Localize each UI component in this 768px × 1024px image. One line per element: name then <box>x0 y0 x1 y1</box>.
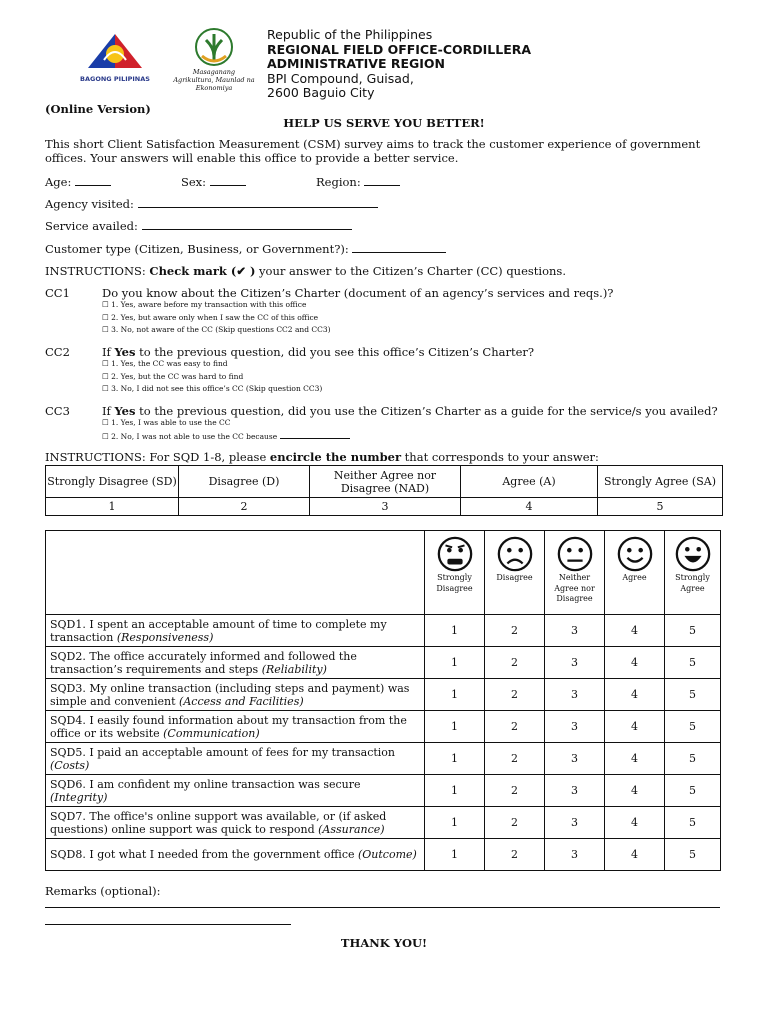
sqd-rating-5[interactable]: 5 <box>665 615 721 647</box>
sqd-rating-5[interactable]: 5 <box>665 839 721 871</box>
sqd-rating-4[interactable]: 4 <box>605 679 665 711</box>
sqd-rating-5[interactable]: 5 <box>665 647 721 679</box>
header-line4: BPI Compound, Guisad, <box>267 70 414 86</box>
face-cell-nad <box>545 531 605 615</box>
form-title: HELP US SERVE YOU BETTER! <box>283 116 485 130</box>
logo1-caption: BAGONG PILIPINAS <box>80 75 150 83</box>
sqd-rating-4[interactable]: 4 <box>605 647 665 679</box>
sqd-rating-2[interactable]: 2 <box>485 807 545 839</box>
sqd-rating-3[interactable]: 3 <box>545 839 605 871</box>
scale-value-2: 2 <box>179 498 310 516</box>
grin-face-icon <box>674 535 712 573</box>
sqd-dimension-tag: (Communication) <box>163 726 260 740</box>
sqd-dimension-tag: (Outcome) <box>357 848 417 861</box>
sqd-rating-2[interactable]: 2 <box>485 711 545 743</box>
header-line3: ADMINISTRATIVE REGION <box>267 56 446 71</box>
sqd-rating-3[interactable]: 3 <box>545 615 605 647</box>
sqd-rating-1[interactable]: 1 <box>425 647 485 679</box>
face-cell-a <box>605 531 665 615</box>
cc3-option-2-label: ☐ 2. No, I was not able to use the CC because <box>102 431 278 441</box>
cc1-options <box>102 299 331 337</box>
sqd-rating-4[interactable]: 4 <box>605 839 665 871</box>
smile-face-icon <box>616 535 654 573</box>
age-label: Age: <box>45 175 72 189</box>
department-of-agriculture-logo <box>182 26 246 68</box>
customer-type-label: Customer type (Citizen, Business, or Government?): <box>45 242 349 256</box>
sqd-question <box>46 679 425 711</box>
sqd-question <box>46 743 425 775</box>
cc2-question <box>102 345 534 359</box>
sqd-instructions <box>45 450 599 464</box>
sqd-rating-2[interactable]: 2 <box>485 679 545 711</box>
header-line2: REGIONAL FIELD OFFICE-CORDILLERA <box>267 41 532 57</box>
scale-label-d: Disagree (D) <box>179 466 310 498</box>
scale-value-5: 5 <box>598 498 723 516</box>
sqd-row-3 <box>46 679 721 711</box>
sqd-rating-4[interactable]: 4 <box>605 743 665 775</box>
angry-face-icon <box>436 535 474 573</box>
neutral-face-icon <box>556 535 594 573</box>
cc3-options <box>102 417 350 443</box>
customer-type-field[interactable] <box>45 242 446 256</box>
sqd-rating-3[interactable]: 3 <box>545 807 605 839</box>
sqd-header-blank <box>46 531 425 615</box>
cc2-option-1[interactable]: ☐ 1. Yes, the CC was easy to find <box>102 359 228 368</box>
remarks-line-2[interactable] <box>45 924 291 925</box>
sqd-question <box>46 807 425 839</box>
sqd-dimension-tag: (Responsiveness) <box>116 630 214 644</box>
sqd-rating-5[interactable]: 5 <box>665 743 721 775</box>
face-label-sa: Strongly Agree <box>675 573 710 593</box>
sqd-rating-5[interactable]: 5 <box>665 711 721 743</box>
agency-header <box>267 28 531 101</box>
sqd-row-1 <box>46 615 721 647</box>
sqd-rating-4[interactable]: 4 <box>605 807 665 839</box>
cc1-code: CC1 <box>45 286 70 300</box>
sqd-row-5 <box>46 743 721 775</box>
scale-label-sa: Strongly Agree (SA) <box>598 466 723 498</box>
sqd-row-2 <box>46 647 721 679</box>
remarks-line-1[interactable] <box>45 907 720 908</box>
sqd-rating-3[interactable]: 3 <box>545 647 605 679</box>
sqd-rating-1[interactable]: 1 <box>425 807 485 839</box>
scale-label-a: Agree (A) <box>461 466 598 498</box>
version-label: (Online Version) <box>45 102 151 116</box>
sqd-question-text: SQD4. I easily found information about my transaction from the office or its website <box>50 713 407 740</box>
rating-scale-table <box>45 465 723 516</box>
scale-value-3: 3 <box>310 498 461 516</box>
sqd-rating-5[interactable]: 5 <box>665 807 721 839</box>
intro-text: This short Client Satisfaction Measurement (CSM) survey aims to track the customer experience of government offices. Your answers will enable this office to provide a better service. <box>45 137 701 165</box>
sqd-question-text: SQD8. I got what I needed from the government office <box>50 848 358 861</box>
cc-instructions <box>45 264 566 278</box>
sqd-rating-2[interactable]: 2 <box>485 839 545 871</box>
header-line1: Republic of the Philippines <box>267 27 433 42</box>
sqd-rating-3[interactable]: 3 <box>545 711 605 743</box>
cc2-option-3[interactable]: ☐ 3. No, I did not see this office’s CC (Skip question CC3) <box>102 384 323 394</box>
instr-bold: Check mark (✔ ) <box>149 264 256 278</box>
scale-value-1: 1 <box>46 498 179 516</box>
cc3-option-1[interactable]: ☐ 1. Yes, I was able to use the CC <box>102 418 231 427</box>
face-label-nad: Neither Agree nor Disagree <box>554 573 595 603</box>
cc1-option-3[interactable]: ☐ 3. No, not aware of the CC (Skip questions CC2 and CC3) <box>102 325 331 335</box>
sqd-rating-1[interactable]: 1 <box>425 679 485 711</box>
sqd-rating-4[interactable]: 4 <box>605 775 665 807</box>
sqd-question-text: SQD7. The office's online support was available, or (if asked questions) online support was quick to respond <box>50 809 387 836</box>
cc2-q-post: to the previous question, did you see this office’s Citizen’s Charter? <box>135 345 535 359</box>
sqd-rating-3[interactable]: 3 <box>545 743 605 775</box>
instr-prefix: INSTRUCTIONS: <box>45 264 150 278</box>
sqd-rating-2[interactable]: 2 <box>485 647 545 679</box>
remarks-label: Remarks (optional): <box>45 884 161 898</box>
service-label: Service availed: <box>45 219 138 233</box>
sqd-question <box>46 839 425 871</box>
cc1-option-1[interactable]: ☐ 1. Yes, aware before my transaction with this office <box>102 300 307 309</box>
sqd-row-7 <box>46 807 721 839</box>
sqd-rating-1[interactable]: 1 <box>425 615 485 647</box>
face-cell-sd <box>425 531 485 615</box>
sqd-body <box>46 615 721 871</box>
sqd-row-8 <box>46 839 721 871</box>
sqd-question-text: SQD5. I paid an acceptable amount of fees for my transaction <box>50 745 396 759</box>
cc2-options <box>102 358 322 396</box>
scale-label-sd: Strongly Disagree (SD) <box>46 466 179 498</box>
header-line5: 2600 Baguio City <box>267 85 375 100</box>
thank-you: THANK YOU! <box>340 936 428 950</box>
sqd-question <box>46 647 425 679</box>
sqd-rating-1[interactable]: 1 <box>425 839 485 871</box>
sqd-rating-1[interactable]: 1 <box>425 775 485 807</box>
face-label-d: Disagree <box>496 573 533 582</box>
sqd-question <box>46 711 425 743</box>
sqd-rating-4[interactable]: 4 <box>605 615 665 647</box>
sqd-question <box>46 775 425 807</box>
face-label-sd: Strongly Disagree <box>436 573 473 593</box>
cc3-option-2[interactable] <box>102 430 350 444</box>
sqd-dimension-tag: (Reliability) <box>261 662 327 676</box>
sqd-rating-5[interactable]: 5 <box>665 775 721 807</box>
sqd-rating-2[interactable]: 2 <box>485 615 545 647</box>
cc2-q-pre: If <box>102 345 115 359</box>
cc3-q-pre: If <box>102 404 115 418</box>
region-label: Region: <box>316 175 361 189</box>
sqd-question-text: SQD1. I spent an acceptable amount of time to complete my transaction <box>50 617 387 644</box>
sqd-dimension-tag: (Costs) <box>50 758 90 772</box>
sqd-rating-4[interactable]: 4 <box>605 711 665 743</box>
region-field[interactable] <box>316 175 400 189</box>
sqd-dimension-tag: (Integrity) <box>50 790 108 804</box>
sqd-question-text: SQD3. My online transaction (including steps and payment) was simple and convenient <box>50 681 410 708</box>
scale-value-4: 4 <box>461 498 598 516</box>
cc3-q-bold: Yes <box>114 404 136 418</box>
service-field[interactable] <box>45 219 352 233</box>
sqd-rating-2[interactable]: 2 <box>485 775 545 807</box>
cc2-code: CC2 <box>45 345 70 359</box>
sqd-row-4 <box>46 711 721 743</box>
sex-label: Sex: <box>181 175 207 189</box>
sqd-instr-bold: encircle the number <box>269 450 402 464</box>
sqd-rating-3[interactable]: 3 <box>545 775 605 807</box>
sqd-rating-2[interactable]: 2 <box>485 743 545 775</box>
agency-label: Agency visited: <box>45 197 134 211</box>
sqd-instr-suffix: that corresponds to your answer: <box>401 450 599 464</box>
sad-face-icon <box>496 535 534 573</box>
sqd-instr-prefix: INSTRUCTIONS: For SQD 1-8, please <box>45 450 270 464</box>
face-cell-sa <box>665 531 721 615</box>
face-label-a: Agree <box>622 573 647 582</box>
sqd-rating-1[interactable]: 1 <box>425 711 485 743</box>
scale-label-nad: Neither Agree nor Disagree (NAD) <box>310 466 461 498</box>
sqd-question <box>46 615 425 647</box>
sqd-dimension-tag: (Access and Facilities) <box>179 694 304 708</box>
sqd-question-text: SQD6. I am confident my online transaction was secure <box>50 777 361 791</box>
sqd-row-6 <box>46 775 721 807</box>
sqd-rating-1[interactable]: 1 <box>425 743 485 775</box>
sqd-dimension-tag: (Assurance) <box>318 822 385 836</box>
cc2-option-2[interactable]: ☐ 2. Yes, but the CC was hard to find <box>102 371 244 381</box>
cc3-code: CC3 <box>45 404 70 418</box>
agency-field[interactable] <box>45 197 378 211</box>
sqd-header-row <box>46 531 721 615</box>
cc3-question <box>102 404 718 418</box>
sqd-rating-5[interactable]: 5 <box>665 679 721 711</box>
sqd-rating-3[interactable]: 3 <box>545 679 605 711</box>
cc1-option-2[interactable]: ☐ 2. Yes, but aware only when I saw the CC of this office <box>102 312 319 322</box>
face-cell-d <box>485 531 545 615</box>
age-field[interactable] <box>45 175 111 189</box>
logo2-caption: Masaganang Agrikultura, Maunlad na Ekonomiya <box>173 68 255 92</box>
instr-suffix: your answer to the Citizen’s Charter (CC) questions. <box>255 264 566 278</box>
sqd-table <box>45 530 721 871</box>
cc3-q-post: to the previous question, did you use the Citizen’s Charter as a guide for the service/s you availed? <box>135 404 718 418</box>
cc1-question: Do you know about the Citizen’s Charter (document of an agency’s services and reqs.)? <box>102 286 614 300</box>
sex-field[interactable] <box>181 175 246 189</box>
cc2-q-bold: Yes <box>114 345 136 359</box>
sqd-question-text: SQD2. The office accurately informed and followed the transaction’s requirements and steps <box>50 649 357 676</box>
bagong-pilipinas-logo <box>82 30 148 76</box>
